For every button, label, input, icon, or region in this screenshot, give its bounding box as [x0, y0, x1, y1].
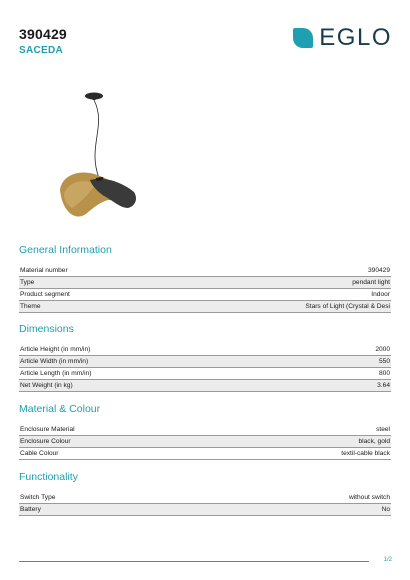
product-name: SACEDA: [19, 45, 64, 56]
product-number: 390429: [19, 26, 67, 42]
row-value: steel: [376, 426, 390, 433]
section-general-information: [19, 244, 391, 313]
section-title: Dimensions: [19, 323, 74, 335]
row-value: pendant light: [352, 279, 390, 286]
row-value: Stars of Light (Crystal & Desi: [305, 303, 390, 310]
row-value: 2000: [375, 346, 390, 353]
row-label: Type: [20, 279, 35, 286]
section-title: Material & Colour: [19, 403, 101, 415]
table-row: [19, 289, 391, 301]
row-label: Material number: [20, 267, 68, 274]
table-row: [19, 368, 391, 380]
row-label: Article Length (in mm/in): [20, 370, 92, 377]
row-label: Article Height (in mm/in): [20, 346, 91, 353]
spec-table: [19, 424, 391, 460]
row-label: Switch Type: [20, 494, 56, 501]
row-value: 390429: [367, 267, 390, 274]
table-row: [19, 436, 391, 448]
row-value: 3.64: [377, 382, 390, 389]
table-row: [19, 424, 391, 436]
row-label: Product segment: [20, 291, 70, 298]
row-value: textil-cable black: [341, 450, 390, 457]
table-row: [19, 265, 391, 277]
row-value: black, gold: [358, 438, 390, 445]
spec-table: [19, 492, 391, 516]
table-row: [19, 504, 391, 516]
table-row: [19, 380, 391, 392]
section-title: Functionality: [19, 471, 78, 483]
table-row: [19, 277, 391, 289]
row-label: Net Weight (in kg): [20, 382, 73, 389]
table-row: [19, 301, 391, 313]
page-number: 1/2: [383, 557, 392, 563]
row-value: 550: [378, 358, 390, 365]
row-value: Indoor: [371, 291, 390, 298]
table-row: [19, 448, 391, 460]
row-label: Cable Colour: [20, 450, 59, 457]
spec-table: [19, 344, 391, 392]
section-functionality: [19, 471, 391, 516]
table-row: [19, 356, 391, 368]
product-image: [52, 86, 152, 226]
table-row: [19, 492, 391, 504]
row-label: Theme: [20, 303, 41, 310]
brand-logo: [293, 24, 392, 52]
row-value: without switch: [348, 494, 390, 501]
section-dimensions: [19, 323, 391, 392]
table-row: [19, 344, 391, 356]
section-material-colour: [19, 403, 391, 460]
spec-table: [19, 265, 391, 313]
row-label: Enclosure Material: [20, 426, 75, 433]
row-value: 800: [378, 370, 390, 377]
footer-divider: [19, 561, 369, 562]
row-value: No: [381, 506, 390, 513]
row-label: Battery: [20, 506, 41, 513]
logo-text: EGLO: [319, 24, 392, 51]
section-title: General Information: [19, 244, 112, 256]
logo-mark-icon: [293, 28, 313, 48]
row-label: Article Width (in mm/in): [20, 358, 89, 365]
row-label: Enclosure Colour: [20, 438, 71, 445]
